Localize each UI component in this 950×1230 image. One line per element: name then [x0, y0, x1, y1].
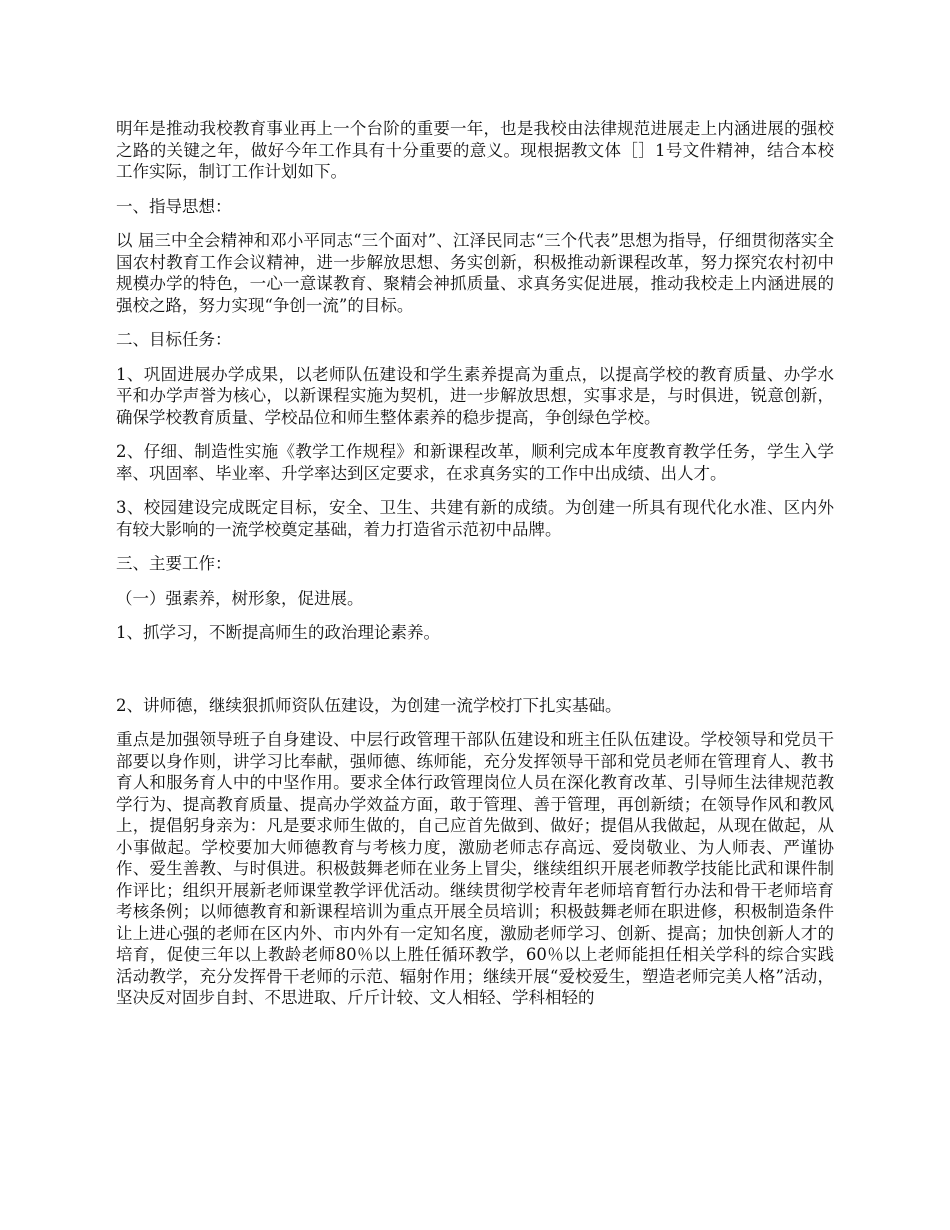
intro-paragraph: 明年是推动我校教育事业再上一个台阶的重要一年，也是我校由法律规范进展走上内涵进展的强校之路的关键之年，做好今年工作具有十分重要的意义。现根据教文体［］1号文件精神，结合本校工作实际，制订工作计划如下。: [116, 119, 834, 181]
goal-item-3: 3、校园建设完成既定目标，安全、卫生、共建有新的成绩。为创建一所具有现代化水准、区内外有较大影响的一流学校奠定基础，着力打造省示范初中品牌。: [116, 498, 834, 539]
section-heading-guiding-ideology: 一、指导思想：: [116, 196, 232, 216]
work-item-2: 2、讲师德，继续狠抓师资队伍建设，为创建一流学校打下扎实基础。: [116, 695, 622, 715]
blank-space: [116, 657, 834, 695]
goal-item-2: 2、仔细、制造性实施《教学工作规程》和新课程改革，顺利完成本年度教育教学任务，学生入学率、巩固率、毕业率、升学率达到区定要求，在求真务实的工作中出成绩、出人才。: [116, 442, 834, 483]
section-heading-main-work: 三、主要工作：: [116, 554, 232, 573]
section-heading-goals: 二、目标任务：: [116, 330, 232, 349]
subsection-heading-1: （一）强素养，树形象，促进展。: [116, 588, 364, 608]
work-item-1: 1、抓学习，不断提高师生的政治理论素养。: [116, 623, 440, 642]
guiding-ideology-paragraph: 以 届三中全会精神和邓小平同志“三个面对”、江泽民同志“三个代表”思想为指导，仔细贯彻落实全国农村教育工作会议精神，进一步解放思想、务实创新，积极推动新课程改革，努力探究农村初中规模办学的特色，一心一意谋教育、聚精会神抓质量、求真务实促进展，推动我校走上内涵进展的强校之路，努力实现“争创一流”的目标。: [116, 231, 834, 315]
teacher-ethics-paragraph: 重点是加强领导班子自身建设、中层行政管理干部队伍建设和班主任队伍建设。学校领导和党员干部要以身作则，讲学习比奉献，强师德、练师能，充分发挥领导干部和党员老师在管理育人、教书育人和服务育人中的中坚作用。要求全体行政管理岗位人员在深化教育改革、引导师生法律规范教学行为、提高教育质量、提高办学效益方面，敢于管理、善于管理，再创新绩；在领导作风和教风上，提倡躬身亲为：凡是要求师生做的，自己应首先做到、做好；提倡从我做起，从现在做起，从小事做起。学校要加大师德教育与考核力度，激励老师志存高远、爱岗敬业、为人师表、严谨协作、爱生善教、与时俱进。积极鼓舞老师在业务上冒尖，继续组织开展老师教学技能比武和课件制作评比；组织开展新老师课堂教学评优活动。继续贯彻学校青年老师培育暂行办法和骨干老师培育考核条例；以师德教育和新课程培训为重点开展全员培训；积极鼓舞老师在职进修，积极制造条件让上进心强的老师在区内外、市内外有一定知名度，激励老师学习、创新、提高；加快创新人才的培育，促使三年以上教龄老师80％以上胜任循环教学，60％以上老师能担任相关学科的综合实践活动教学，充分发挥骨干老师的示范、辐射作用；继续开展“爱校爱生，塑造老师完美人格”活动，坚决反对固步自封、不思进取、斤斤计较、文人相轻、学科相轻的: [116, 730, 834, 1007]
goal-item-1: 1、巩固进展办学成果，以老师队伍建设和学生素养提高为重点，以提高学校的教育质量、办学水平和办学声誉为核心，以新课程实施为契机，进一步解放思想，实事求是，与时俱进，锐意创新，确保学校教育质量、学校品位和师生整体素养的稳步提高，争创绿色学校。: [116, 364, 834, 427]
document-body: [116, 118, 834, 1022]
